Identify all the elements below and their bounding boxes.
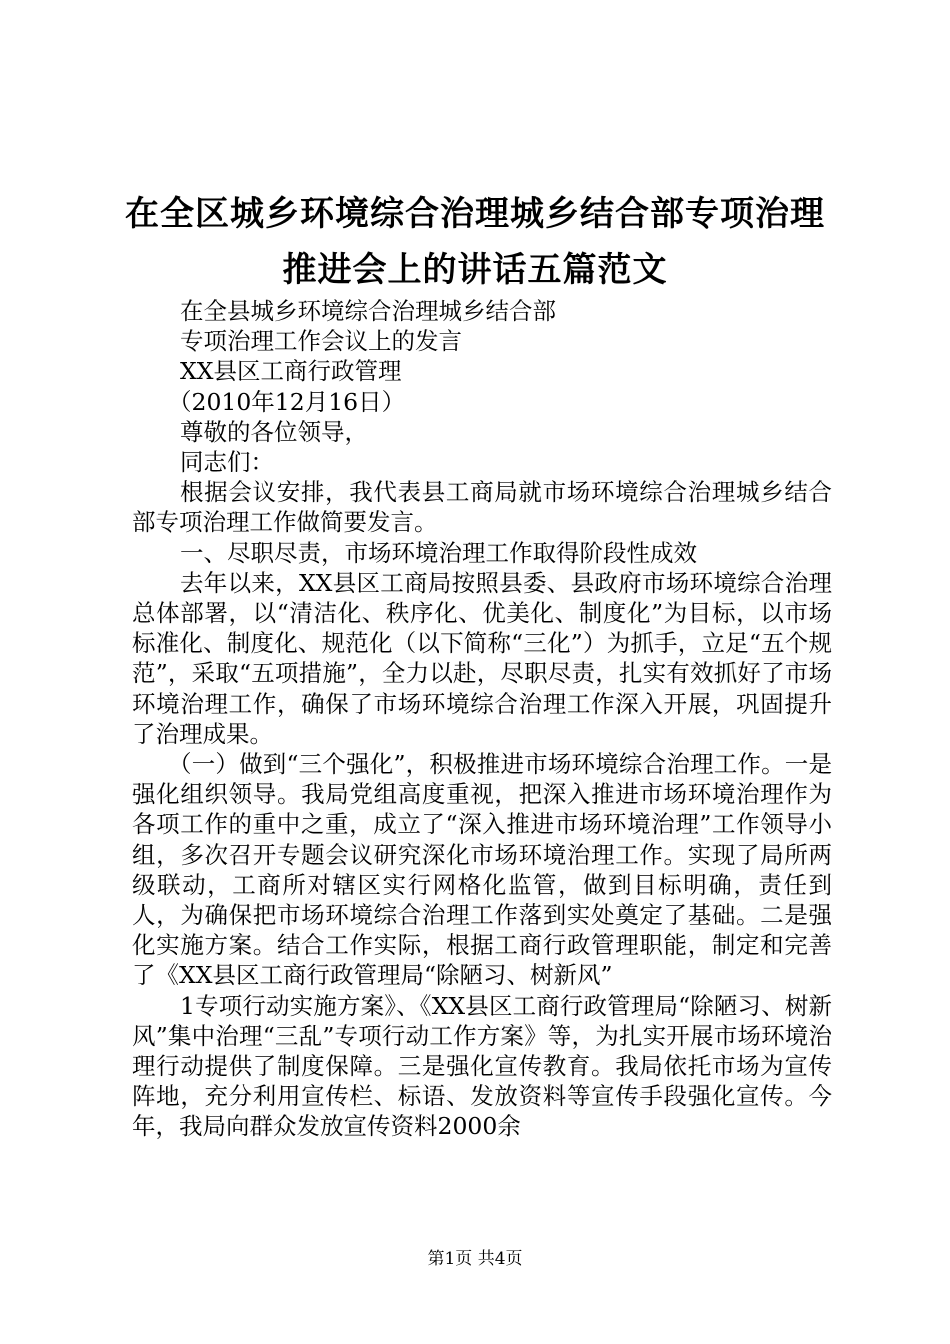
paragraph: 在全县城乡环境综合治理城乡结合部 [180,297,556,325]
title-line-2: 推进会上的讲话五篇范文 [282,250,668,290]
paragraph: 专项治理工作会议上的发言 [180,327,462,356]
paragraph: XX县区工商行政管理 [180,357,402,386]
document-body [132,296,832,1142]
paragraph: 1专项行动实施方案》、《XX县区工商行政管理局“除陋习、树新风”集中治理“三乱”专项行动工作方案》等，为扎实开展市场环境治理行动提供了制度保障。三是强化宣传教育。我局依托市场为宣传阵地，充分利用宣传栏、标语、发放资料等宣传手段强化宣传。今年，我局向群众发放宣传资料2000余 [132,991,832,1141]
paragraph: 同志们： [180,448,274,477]
document-title [100,186,850,298]
paragraph: 尊敬的各位领导， [180,417,368,446]
title-line-1: 在全区城乡环境综合治理城乡结合部专项治理 [125,194,825,234]
section-heading: 一、尽职尽责，市场环境治理工作取得阶段性成效 [180,538,697,567]
paragraph: （2010年12月16日） [168,387,406,416]
paragraph: （一）做到“三个强化”，积极推进市场环境综合治理工作。一是强化组织领导。我局党组高度重视，把深入推进市场环境治理作为各项工作的重中之重，成立了“深入推进市场环境治理”工作领导小组，多次召开专题会议研究深化市场环境治理工作。实现了局所两级联动，工商所对辖区实行网格化监管，做到目标明确，责任到人，为确保把市场环境综合治理工作落到实处奠定了基础。二是强化实施方案。结合工作实际，根据工商行政管理职能，制定和完善了《XX县区工商行政管理局“除陋习、树新风” [132,750,832,990]
paragraph: 根据会议安排，我代表县工商局就市场环境综合治理城乡结合部专项治理工作做简要发言。 [132,478,832,537]
paragraph: 去年以来，XX县区工商局按照县委、县政府市场环境综合治理总体部署，以“清洁化、秩序化、优美化、制度化”为目标，以市场标准化、制度化、规范化（以下简称“三化”）为抓手，立足“五个规范”，采取“五项措施”，全力以赴，尽职尽责，扎实有效抓好了市场环境治理工作，确保了市场环境综合治理工作深入开展，巩固提升了治理成果。 [132,568,832,748]
page-footer: 第1页 共4页 [427,1249,523,1269]
